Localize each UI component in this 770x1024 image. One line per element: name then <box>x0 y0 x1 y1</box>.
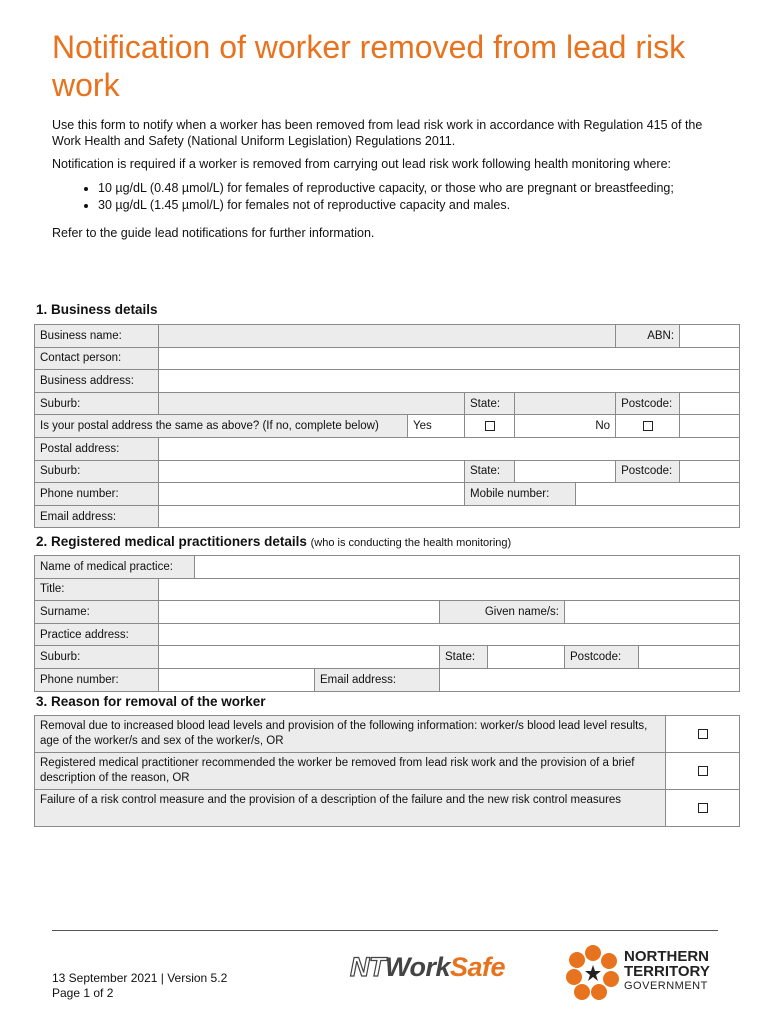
reason-control-failure-cell[interactable] <box>666 790 740 827</box>
postal-state-label: State: <box>465 460 515 483</box>
title-field[interactable] <box>159 578 740 601</box>
footer-divider <box>52 930 718 931</box>
postal-suburb-field[interactable] <box>159 460 465 483</box>
section-3-heading: 3. Reason for removal of the worker <box>36 694 266 709</box>
suburb-field[interactable] <box>159 392 465 415</box>
reason-blood-lead-cell[interactable] <box>666 716 740 753</box>
practice-state-label: State: <box>440 646 488 669</box>
threshold-list <box>52 181 727 214</box>
title-label: Title: <box>35 578 159 601</box>
business-name-field[interactable] <box>159 325 616 348</box>
practice-email-field[interactable] <box>440 668 740 691</box>
practice-phone-field[interactable] <box>159 668 315 691</box>
postal-address-field[interactable] <box>159 437 740 460</box>
abn-label: ABN: <box>616 325 680 348</box>
surname-label: Surname: <box>35 601 159 624</box>
intro-block <box>52 118 727 249</box>
practice-phone-label: Phone number: <box>35 668 159 691</box>
reason-control-failure-checkbox[interactable] <box>698 803 708 813</box>
postal-postcode-field[interactable] <box>680 460 740 483</box>
postcode-field[interactable] <box>680 392 740 415</box>
reason-control-failure-text: Failure of a risk control measure and the provision of a description of the failure and the new risk control measures <box>35 790 666 827</box>
email-field[interactable] <box>159 505 740 528</box>
postal-postcode-label: Postcode: <box>616 460 680 483</box>
no-label: No <box>515 415 616 438</box>
logo-work: Work <box>385 952 451 982</box>
reason-practitioner-cell[interactable] <box>666 753 740 790</box>
postcode-label: Postcode: <box>616 392 680 415</box>
business-address-field[interactable] <box>159 370 740 393</box>
postal-address-label: Postal address: <box>35 437 159 460</box>
practice-name-field[interactable] <box>195 556 740 579</box>
section-1-heading: 1. Business details <box>36 302 158 317</box>
no-checkbox-cell[interactable] <box>616 415 680 438</box>
refer-note: Refer to the guide lead notifications for further information. <box>52 225 375 240</box>
phone-label: Phone number: <box>35 483 159 506</box>
nt-worksafe-logo <box>350 952 505 983</box>
business-name-label: Business name: <box>35 325 159 348</box>
phone-field[interactable] <box>159 483 465 506</box>
abn-field[interactable] <box>680 325 740 348</box>
postal-state-field[interactable] <box>515 460 616 483</box>
yes-checkbox[interactable] <box>485 421 495 431</box>
practice-email-label: Email address: <box>315 668 440 691</box>
business-details-table <box>34 324 740 528</box>
form-title: Notification of worker removed from lead risk work <box>52 29 686 103</box>
practice-address-field[interactable] <box>159 623 740 646</box>
yes-checkbox-cell[interactable] <box>465 415 515 438</box>
section-2-title: 2. Registered medical practitioners details <box>36 534 307 549</box>
reason-blood-lead-checkbox[interactable] <box>698 729 708 739</box>
logo-nt: NT <box>350 952 385 982</box>
contact-person-field[interactable] <box>159 347 740 370</box>
no-checkbox[interactable] <box>643 421 653 431</box>
mobile-field[interactable] <box>576 483 740 506</box>
threshold-item-males: • 30 µg/dL (1.45 µmol/L) for females not of reproductive capacity and males. <box>98 198 727 214</box>
desert-rose-icon <box>566 944 620 1000</box>
mobile-label: Mobile number: <box>465 483 576 506</box>
footer-info <box>52 971 227 1001</box>
suburb-label: Suburb: <box>35 392 159 415</box>
practice-state-field[interactable] <box>488 646 565 669</box>
nt-government-text <box>624 949 710 994</box>
threshold-item-females: • 10 µg/dL (0.48 µmol/L) for females of reproductive capacity, or those who are pregnant or breastfeeding; <box>98 181 727 197</box>
postal-suburb-label: Suburb: <box>35 460 159 483</box>
state-field[interactable] <box>515 392 616 415</box>
yes-label: Yes <box>408 415 465 438</box>
reason-practitioner-checkbox[interactable] <box>698 766 708 776</box>
business-address-label: Business address: <box>35 370 159 393</box>
section-2-heading <box>36 534 511 549</box>
contact-person-label: Contact person: <box>35 347 159 370</box>
gov-line-territory: TERRITORY <box>624 963 710 980</box>
given-names-label: Given name/s: <box>440 601 565 624</box>
email-label: Email address: <box>35 505 159 528</box>
medical-practitioner-table <box>34 555 740 692</box>
reason-practitioner-text: Registered medical practitioner recommended the worker be removed from lead risk work and the provision of a brief description of the reason, OR <box>35 753 666 790</box>
practice-postcode-field[interactable] <box>639 646 740 669</box>
practice-name-label: Name of medical practice: <box>35 556 195 579</box>
given-names-field[interactable] <box>565 601 740 624</box>
practice-suburb-label: Suburb: <box>35 646 159 669</box>
practice-postcode-label: Postcode: <box>565 646 639 669</box>
intro-paragraph-2: Notification is required if a worker is removed from carrying out lead risk work following health monitoring where: <box>52 157 672 171</box>
removal-reason-table <box>34 715 740 827</box>
state-label: State: <box>465 392 515 415</box>
logo-safe: Safe <box>450 952 506 982</box>
nt-government-logo <box>566 944 726 1000</box>
gov-line-northern: NORTHERN <box>624 948 709 965</box>
postal-blank <box>680 415 740 438</box>
section-2-subtitle: (who is conducting the health monitoring) <box>310 537 512 549</box>
gov-line-government: GOVERNMENT <box>624 980 708 992</box>
date-version: 13 September 2021 | Version 5.2 <box>52 971 228 985</box>
surname-field[interactable] <box>159 601 440 624</box>
intro-paragraph-1: Use this form to notify when a worker has been removed from lead risk work in accordance with Regulation 415 of the Work Health and Safety (National Uniform Legislation) Regulations 2011. <box>52 118 703 148</box>
reason-blood-lead-text: Removal due to increased blood lead levels and provision of the following information: worker/s blood lead level results, age of the worker/s and sex of the worker/s, OR <box>35 716 666 753</box>
practice-address-label: Practice address: <box>35 623 159 646</box>
page-number: Page 1 of 2 <box>52 986 114 1000</box>
practice-suburb-field[interactable] <box>159 646 440 669</box>
postal-same-question: Is your postal address the same as above? (If no, complete below) <box>35 415 408 438</box>
